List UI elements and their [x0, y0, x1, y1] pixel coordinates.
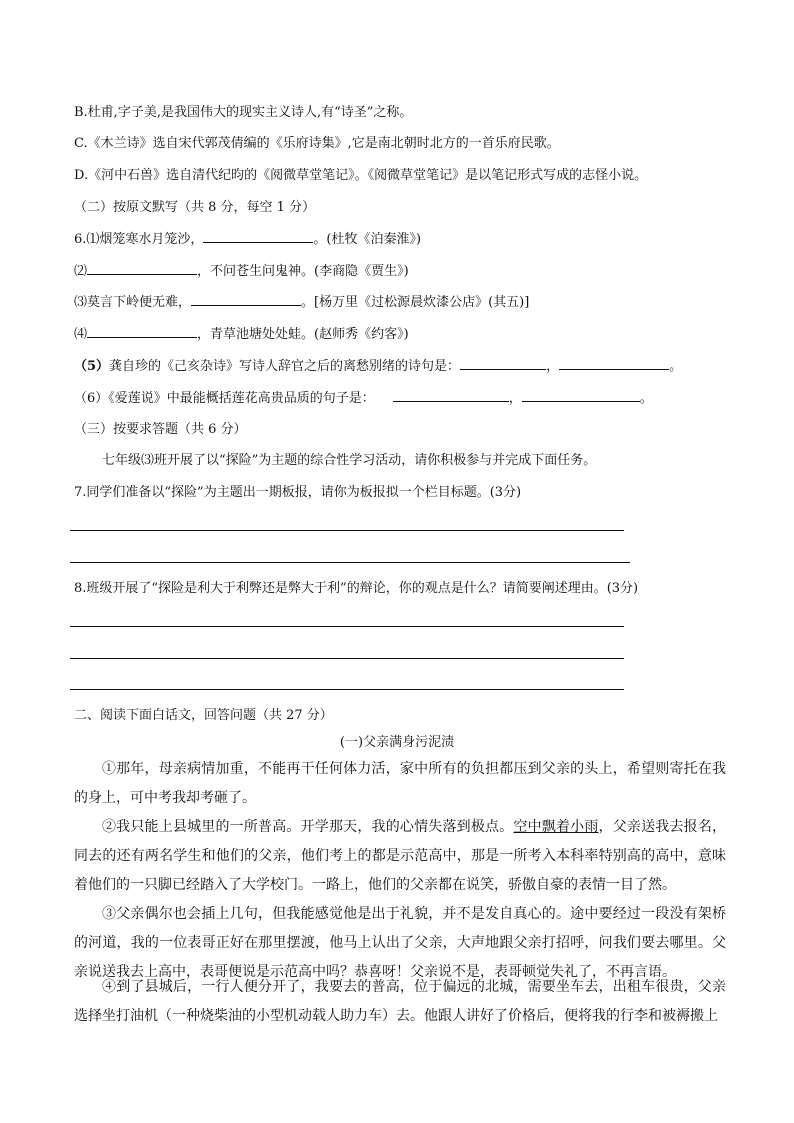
- dictation-q4: [74, 324, 409, 345]
- q6-sep: ，: [508, 391, 522, 406]
- paragraph-1: ①那年，母亲病情加重，不能再干任何体力活，家中所有的负担都压到父亲的头上，希望则寄托在我的身上，可中考我却考砸了。: [74, 761, 726, 806]
- paragraph-4: ④到了县城后，一行人便分开了，我要去的普高，位于偏远的北城，需要坐车去，出租车很贵，父亲选择坐打油机（一种烧柴油的小型机动载人助力车）去。他跟人讲好了价格后，便将我的行李和被褥搬上: [74, 979, 726, 1024]
- dictation-q1: [74, 229, 421, 250]
- q6-text: （6）《爱莲说》中最能概括莲花高贵品质的句子是：: [74, 391, 375, 406]
- paragraph-2: [74, 813, 726, 900]
- q2-post: ，不问苍生问鬼神。(李商隐《贾生》): [197, 264, 409, 279]
- p2-part-a: ②我只能上县城里的一所普高。开学那天，我的心情失落到极点。: [102, 819, 514, 835]
- p2-underlined-phrase: 空中飘着小雨: [513, 819, 599, 835]
- q1-blank[interactable]: [203, 229, 313, 243]
- q4-blank[interactable]: [87, 324, 197, 338]
- section2-heading: （二）按原文默写（共 8 分，每空 1 分）: [74, 200, 316, 215]
- q8-answer-line-1[interactable]: [70, 626, 624, 627]
- dictation-q5: [74, 356, 682, 377]
- q3-post: 。[杨万里《过松源晨炊漆公店》(其五)]: [301, 295, 530, 310]
- q5-text: 龚自珍的《己亥杂诗》写诗人辞官之后的离愁别绪的诗句是：: [109, 359, 461, 374]
- q5-blank-2[interactable]: [559, 356, 669, 370]
- q5-blank-1[interactable]: [460, 356, 546, 370]
- q2-blank[interactable]: [87, 261, 197, 275]
- q4-pre: ⑷: [74, 327, 88, 342]
- q7-answer-line-2[interactable]: [70, 562, 630, 563]
- q5-num: （5）: [74, 359, 110, 374]
- dictation-q3: [74, 292, 529, 313]
- paragraph-3: ③父亲偶尔也会插上几句，但我能感觉他是出于礼貌，并不是发自真心的。途中要经过一段没有架桥的河道，我的一位表哥正好在那里摆渡，他马上认出了父亲，大声地跟父亲打招呼，问我们要去哪里。父亲说送我去上高中，表哥便说是示范高中吗？恭喜呀！父亲说不是，表哥顿觉失礼了，不再言语。: [74, 906, 726, 980]
- part2-heading: 二、阅读下面白话文，回答问题（共 27 分）: [74, 708, 333, 723]
- q6-blank-1[interactable]: [393, 388, 509, 402]
- q2-pre: ⑵: [74, 264, 88, 279]
- question-8: 8.班级开展了“探险是利大于利弊还是弊大于利”的辩论，你的观点是什么？请简要阐述理由。(3分): [74, 581, 639, 596]
- q4-post: ，青草池塘处处蛙。(赵师秀《约客》): [197, 327, 409, 342]
- option-c: C.《木兰诗》选自宋代郭茂倩编的《乐府诗集》,它是南北朝时北方的一首乐府民歌。: [74, 136, 560, 151]
- q8-answer-line-3[interactable]: [70, 689, 624, 690]
- option-d: D.《河中石兽》选自清代纪昀的《阅微草堂笔记》。《阅微草堂笔记》是以笔记形式写成的志怪小说。: [74, 168, 648, 183]
- p2-part-b: ，父亲送我去报名，同去的还有两名学生和他们的父亲，他们考上的都是示范高中，那是一所考入本科率特别高的高中，意味着他们的一只脚已经踏入了大学校门。一路上，他们的父亲都在说笑，骄傲自豪的表情一目了然。: [74, 819, 727, 893]
- q6-blank-2[interactable]: [522, 388, 640, 402]
- q7-answer-line-1[interactable]: [70, 530, 624, 531]
- q3-pre: ⑶莫言下岭便无难，: [74, 295, 192, 310]
- q1-post: 。(杜牧《泊秦淮》): [313, 232, 422, 247]
- q5-end: 。: [669, 359, 683, 374]
- dictation-q2: [74, 261, 409, 282]
- q1-pre: 6.⑴烟笼寒水月笼沙，: [74, 232, 204, 247]
- q6-end: 。: [639, 391, 653, 406]
- q3-blank[interactable]: [191, 292, 301, 306]
- dictation-q6: [74, 388, 653, 409]
- section3-heading: （三）按要求答题（共 6 分）: [74, 422, 247, 437]
- question-7: 7.同学们准备以“探险”为主题出一期板报，请你为板报拟一个栏目标题。(3分): [74, 485, 522, 500]
- section3-intro: 七年级⑶班开展了以“探险”为主题的综合性学习活动，请你积极参与并完成下面任务。: [102, 453, 597, 468]
- article-title: (一)父亲满身污泥渍: [339, 735, 455, 750]
- q5-sep: ，: [546, 359, 560, 374]
- option-b: B.杜甫,字子美,是我国伟大的现实主义诗人,有“诗圣”之称。: [74, 105, 413, 120]
- q8-answer-line-2[interactable]: [70, 658, 624, 659]
